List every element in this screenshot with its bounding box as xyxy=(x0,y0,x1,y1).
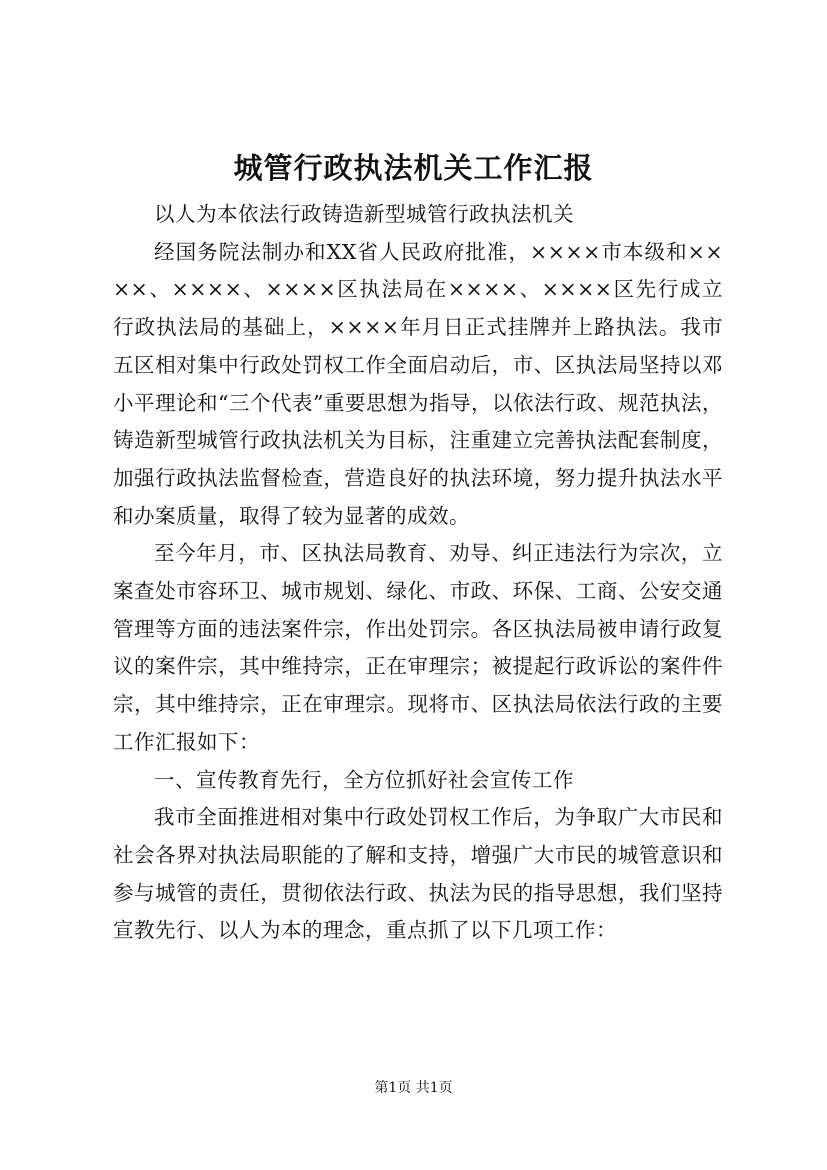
section-heading-1: 一、宣传教育先行，全方位抓好社会宣传工作 xyxy=(154,767,574,792)
document-title: 城管行政执法机关工作汇报 xyxy=(233,151,594,185)
paragraph-subtitle: 以人为本依法行政铸造新型城管行政执法机关 xyxy=(154,202,574,226)
document-body xyxy=(113,196,723,950)
page-footer: 第1页 共1页 xyxy=(374,1080,453,1096)
paragraph-section-1: 我市全面推进相对集中行政处罚权工作后，为争取广大市民和社会各界对执法局职能的了解和支持，增强广大市民的城管意识和参与城管的责任，贯彻依法行政、执法为民的指导思想，我们坚持宣教先行、以人为本的理念，重点抓了以下几项工作： xyxy=(113,805,723,943)
paragraph-intro: 经国务院法制办和XX省人民政府批准，××××市本级和××××、××××、××××区执法局在××××、××××区先行成立行政执法局的基础上，××××年月日正式挂牌并上路执法。我市五区相对集中行政处罚权工作全面启动后，市、区执法局坚持以邓小平理论和“三个代表”重要思想为指导，以依法行政、规范执法，铸造新型城管行政执法机关为目标，注重建立完善执法配套制度，加强行政执法监督检查，营造良好的执法环境，努力提升执法水平和办案质量，取得了较为显著的成效。 xyxy=(113,239,723,528)
paragraph-statistics: 至今年月，市、区执法局教育、劝导、纠正违法行为宗次，立案查处市容环卫、城市规划、绿化、市政、环保、工商、公安交通管理等方面的违法案件宗，作出处罚宗。各区执法局被申请行政复议的案件宗，其中维持宗，正在审理宗；被提起行政诉讼的案件件宗，其中维持宗，正在审理宗。现将市、区执法局依法行政的主要工作汇报如下： xyxy=(113,541,723,754)
